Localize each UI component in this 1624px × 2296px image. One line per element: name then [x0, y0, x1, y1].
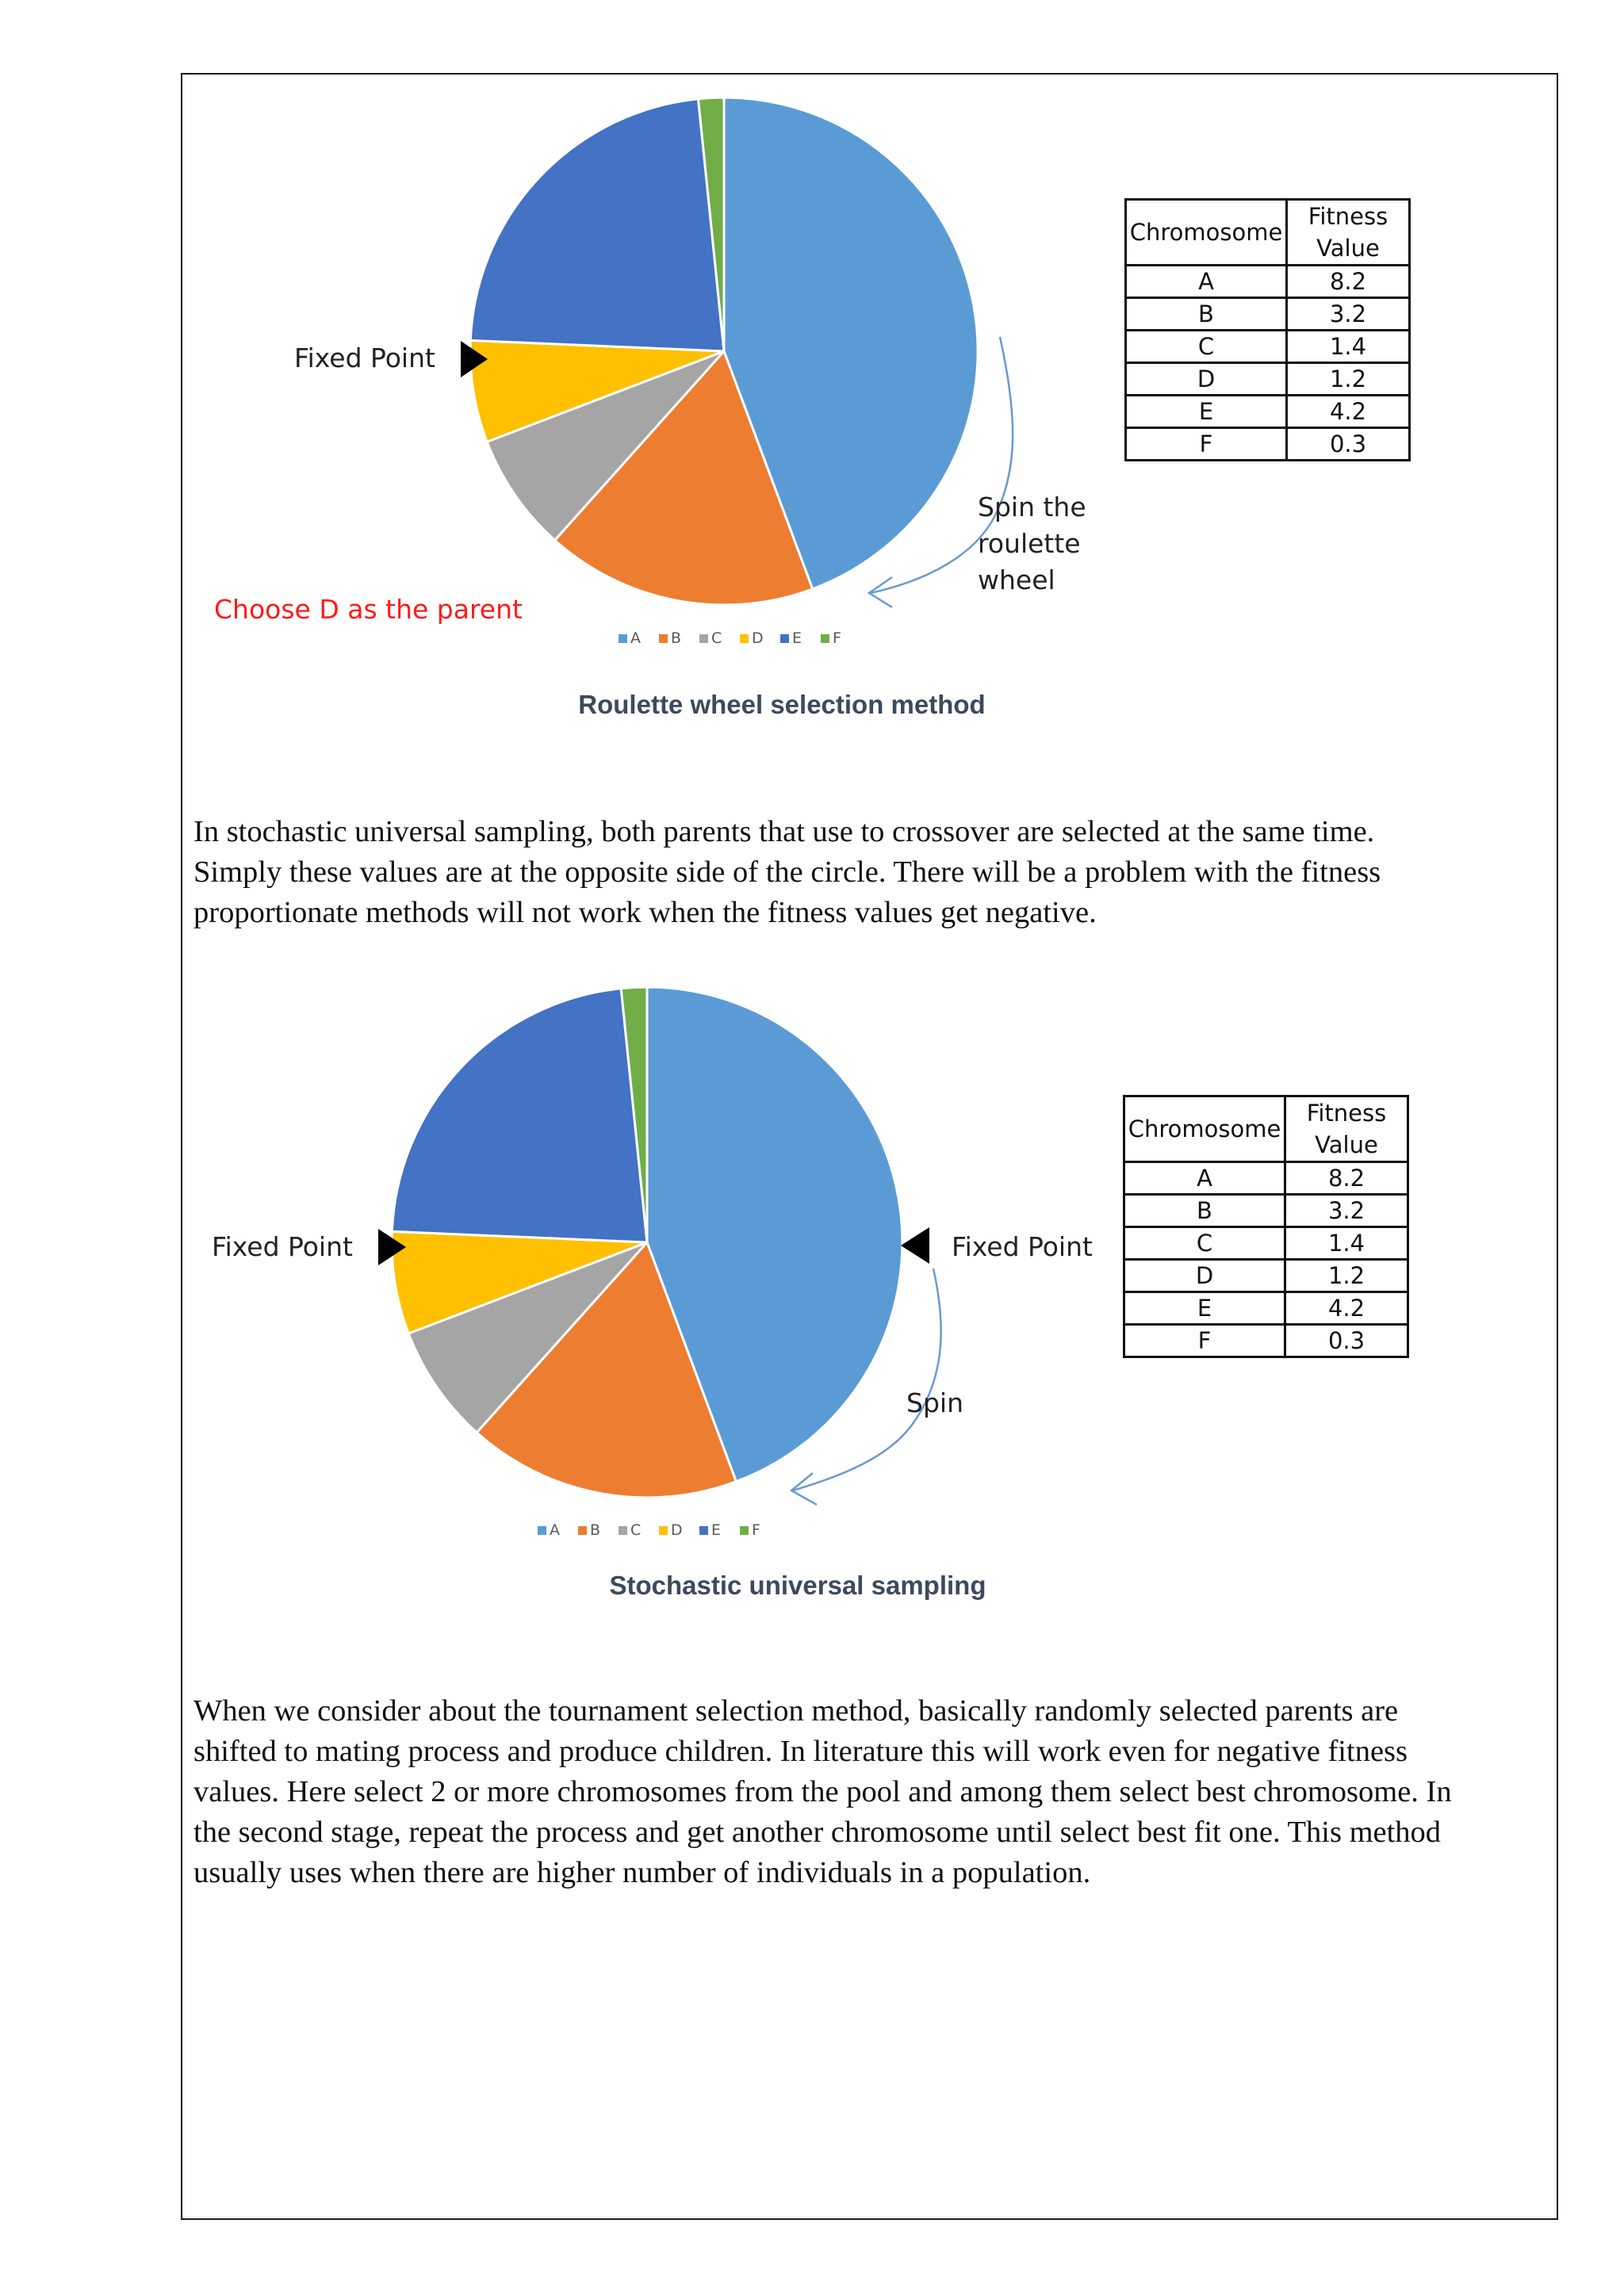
- fitness-cell: 3.2: [1285, 1195, 1408, 1227]
- legend-swatch-d: [659, 1526, 668, 1535]
- fitness-cell: 4.2: [1287, 396, 1410, 428]
- paragraph-line: When we consider about the tournament selection method, basically randomly selected parents are: [193, 1694, 1399, 1728]
- legend-label-c: C: [630, 1521, 642, 1539]
- fitness-table: [1124, 198, 1411, 461]
- fitness-cell: 1.2: [1285, 1260, 1408, 1292]
- paragraph-line: proportionate methods will not work when the fitness values get negative.: [193, 896, 1097, 929]
- legend-label-d: D: [752, 629, 764, 647]
- roulette-pie-legend: [619, 629, 841, 647]
- fixed-point-label: Fixed Point: [294, 342, 435, 373]
- table-row: [1126, 428, 1410, 461]
- pie-slice-e: [392, 989, 647, 1242]
- fitness-value-header: [1285, 1096, 1408, 1162]
- legend-label-f: F: [833, 629, 841, 647]
- table-row: [1126, 298, 1410, 331]
- roulette-pie-chart: [470, 98, 978, 605]
- legend-label-c: C: [711, 629, 722, 647]
- fitness-cell: 0.3: [1285, 1325, 1408, 1357]
- fitness-value-header: [1287, 200, 1410, 266]
- legend-label-e: E: [792, 629, 802, 647]
- chromosome-cell: E: [1126, 396, 1287, 428]
- fitness-cell: 4.2: [1285, 1292, 1408, 1325]
- paragraph-line: usually uses when there are higher number of individuals in a population.: [193, 1856, 1091, 1889]
- fitness-cell: 1.4: [1287, 331, 1410, 363]
- fitness-header-line: Fitness: [1308, 203, 1388, 230]
- legend-label-a: A: [550, 1521, 560, 1539]
- chromosome-cell: B: [1124, 1195, 1285, 1227]
- fixed-point-left-label: Fixed Point: [212, 1231, 353, 1262]
- chromosome-cell: D: [1124, 1260, 1285, 1292]
- table-row: [1124, 1227, 1408, 1260]
- paragraph-line: the second stage, repeat the process and get another chromosome until select best fit one. This method: [193, 1816, 1442, 1849]
- fixed-point-right-label: Fixed Point: [952, 1231, 1093, 1262]
- paragraph-line: Simply these values are at the opposite side of the circle. There will be a problem with the fitness: [193, 855, 1381, 889]
- table-row: [1126, 396, 1410, 428]
- chromosome-header: Chromosome: [1126, 200, 1287, 266]
- fitness-table-header: [1126, 200, 1410, 266]
- legend-swatch-c: [699, 634, 708, 643]
- legend-swatch-a: [619, 634, 627, 643]
- fitness-cell: 8.2: [1287, 266, 1410, 298]
- spin-label: Spin: [906, 1387, 963, 1418]
- chromosome-cell: C: [1126, 331, 1287, 363]
- paragraph-line: In stochastic universal sampling, both parents that use to crossover are selected at the same time.: [193, 815, 1375, 848]
- sus-pie-chart: [392, 987, 902, 1498]
- legend-swatch-c: [619, 1526, 627, 1535]
- legend-label-e: E: [711, 1521, 722, 1539]
- chromosome-cell: D: [1126, 363, 1287, 396]
- fitness-cell: 8.2: [1285, 1162, 1408, 1195]
- table-row: [1124, 1325, 1408, 1357]
- figure-caption: Stochastic universal sampling: [609, 1571, 986, 1600]
- paragraph-line: shifted to mating process and produce children. In literature this will work even for negative fitness: [193, 1735, 1408, 1768]
- legend-swatch-b: [578, 1526, 587, 1535]
- fitness-cell: 1.4: [1285, 1227, 1408, 1260]
- spin-label-line: wheel: [978, 564, 1055, 595]
- sus-pie-legend: [538, 1521, 760, 1539]
- table-row: [1126, 266, 1410, 298]
- chromosome-cell: A: [1126, 266, 1287, 298]
- fitness-table-header: [1124, 1096, 1408, 1162]
- figure-caption: Roulette wheel selection method: [578, 690, 986, 719]
- fitness-cell: 0.3: [1287, 428, 1410, 461]
- table-row: [1124, 1162, 1408, 1195]
- paragraph-stochastic: [193, 812, 1557, 933]
- spin-label-line: roulette: [978, 528, 1081, 559]
- table-row: [1124, 1292, 1408, 1325]
- fitness-cell: 3.2: [1287, 298, 1410, 331]
- legend-swatch-f: [740, 1526, 749, 1535]
- legend-swatch-f: [821, 634, 829, 643]
- fitness-header-line: Fitness: [1306, 1100, 1387, 1127]
- legend-label-b: B: [590, 1521, 601, 1539]
- table-row: [1126, 363, 1410, 396]
- choose-parent-label: Choose D as the parent: [214, 594, 523, 625]
- legend-label-a: A: [630, 629, 641, 647]
- legend-label-d: D: [671, 1521, 683, 1539]
- paragraph-line: values. Here select 2 or more chromosomes from the pool and among them select best chromosome. In: [193, 1775, 1452, 1808]
- legend-swatch-e: [699, 1526, 708, 1535]
- legend-swatch-a: [538, 1526, 546, 1535]
- paragraph-tournament: [193, 1691, 1557, 1893]
- value-header-line: Value: [1316, 235, 1380, 262]
- spin-label-line: Spin the: [978, 492, 1086, 522]
- value-header-line: Value: [1315, 1131, 1378, 1158]
- fixed-point-right-pointer-icon: [901, 1227, 929, 1264]
- table-row: [1126, 331, 1410, 363]
- chromosome-cell: A: [1124, 1162, 1285, 1195]
- chromosome-cell: F: [1126, 428, 1287, 461]
- legend-swatch-e: [780, 634, 789, 643]
- legend-label-b: B: [671, 629, 682, 647]
- chromosome-cell: C: [1124, 1227, 1285, 1260]
- legend-swatch-d: [740, 634, 749, 643]
- chromosome-cell: F: [1124, 1325, 1285, 1357]
- pie-slice-e: [470, 99, 724, 351]
- fitness-table: [1123, 1095, 1409, 1358]
- table-row: [1124, 1260, 1408, 1292]
- legend-label-f: F: [752, 1521, 760, 1539]
- chromosome-cell: E: [1124, 1292, 1285, 1325]
- legend-swatch-b: [659, 634, 668, 643]
- table-row: [1124, 1195, 1408, 1227]
- chromosome-cell: B: [1126, 298, 1287, 331]
- chromosome-header: Chromosome: [1124, 1096, 1285, 1162]
- fitness-cell: 1.2: [1287, 363, 1410, 396]
